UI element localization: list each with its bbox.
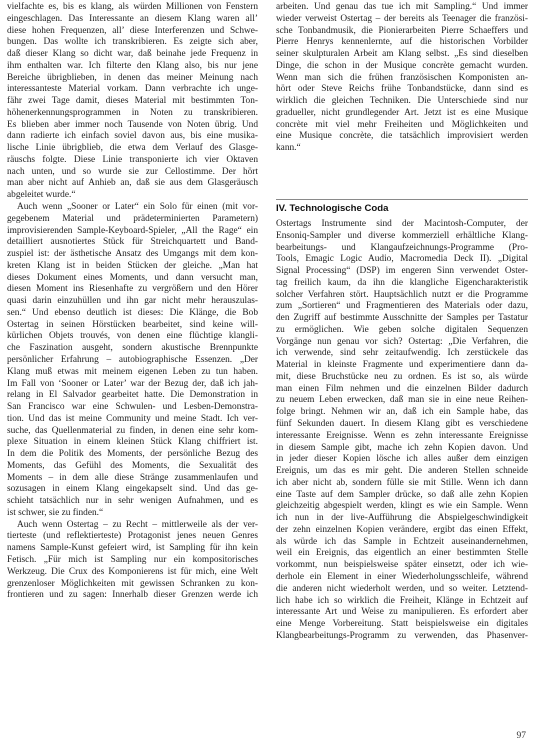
text-line: gegebenem Material und prädeterminierten Parametern) [7,213,258,224]
text-line: bungen. Das wollte ich transkribieren. Es zeigte sich aber, [7,37,258,48]
page-number: 97 [516,731,526,741]
text-line: In dem die Politik des Moments, der persönliche Bezug des [7,449,258,460]
text-line: suche, das Quellenmaterial zu finden, in denen eine sehr kom- [7,425,258,436]
text-line: eingeschlagen. Das Interessante an diesem Klang waren all’ [7,13,258,24]
text-line: Ereignis, um das es mir geht. Die anderen Stellen schneide [276,466,528,477]
text-line: ist schwer, sie zu finden.“ [7,507,104,518]
text-line: in diesem Sample gibt, mache ich zehn Kopien davon. Und [276,442,528,453]
section-heading: IV. Technologische Coda [276,203,389,214]
text-line: höhenerkennungsprogrammen in Noten zu transkribieren. [7,107,258,118]
text-line: interessante Art und Weise zu manipulieren. Es erfordert aber [276,607,528,618]
text-line: seiner skulpturalen Arbeit am Klang selbst. „Es sind dieselben [276,49,528,60]
text-line: kürlichen Objets trouvés, von denen eine flüchtige klangli- [7,331,258,342]
text-line: abgeleitet wurde.“ [7,190,76,201]
text-line: plexe Situation in einem kleinen Stück Klang chiffriert ist. [7,437,258,448]
text-line: detailliert ausnotiertes Stück für Streichquartett und Band- [7,237,258,248]
text-line: tag freilich kaum, da ihn die klangliche Eigencharakteristik [276,277,528,288]
text-line: gleichzeitig abgespielt werden, klingt es wie ein Sample. Wenn [276,501,528,512]
right-text-column-top [276,2,528,155]
text-line: derhole ein Element in einer Wiederholungsschleife, während [276,571,528,582]
text-line: Werkzeug. Die Crux des Komponierens ist für mich, eine Welt [7,566,258,577]
text-line: ihm enthalten war. Ich filterte den Klang also, bis nur jene [7,60,258,71]
right-text-column-bottom [276,219,528,643]
text-line: persönlicher Erfahrung – autobiographische Essenzen. „Der [7,354,258,365]
text-line: namens Sample-Kunst gefeiert wird, ist Sampling für ihn kein [7,543,258,554]
text-line: Moments – in dem alle diese Stränge zusammenlaufen und [7,472,258,483]
text-line: interessante Ereignisse. Wenn es zehn interessante Ereignisse [276,430,528,441]
text-line: Tools, Emagic Logic Audio, Macromedia Deck II). „Digital [276,254,528,265]
text-line: räuschs folgte. Diese Linie transponierte ich vier Oktaven [7,154,258,165]
text-line: diese hohen Frequenzen, all’ diese Interferenzen und Schwe- [7,25,258,36]
text-line: improvisierenden Sample-Keyboard-Spieler, „All the Rage“ ein [7,225,258,236]
text-line: ich aber nicht ab, sondern fülle sie mit Stille. Wenn ich dann [276,477,528,488]
text-line: Ostertags Instrumente sind der Macintosh-Computer, der [276,219,528,229]
text-line: nach unten, und so wurde sie zur Cellostimme. Der hört [7,166,258,177]
text-line: mit, diese Bruchstücke neu zu ordnen. Es ist so, als würde [276,371,528,382]
text-line: Signal Processing“ (DSP) im engeren Sinn verwendet Oster- [276,266,528,277]
text-line: quasi darin einzuhüllen und ihn gar nicht mehr herauszulas- [7,296,258,307]
text-line: Bereiche übrigblieben, in denen das meiner Meinung nach [7,72,258,83]
text-line: man aber nicht auf Anhieb an, daß sie aus dem Glasgeräusch [7,178,258,189]
text-line: Im Fall von ‘Sooner or Later’ war der Bezug der, daß ich jah- [7,378,258,389]
text-line: sche Tonbandmusik, die Pionierarbeiten Pierre Schaeffers und [276,25,528,36]
text-line: interessanteste Material vorkam. Dann verbrachte ich unge- [7,84,258,95]
text-line: wieder verweist Ostertag – der bereits als Teenager die französi- [276,13,528,24]
text-line: Klang muß etwas mit meinem eigenen Leben zu tun haben. [7,366,258,377]
text-line: Klangbearbeitungs-Programm zu verwenden, das Phasenver- [276,630,528,641]
text-line: daß dieser Klang so dicht war, daß beinahe jede Frequenz in [7,49,258,60]
text-line: eine Menge Vorbereitung. Statt beispielsweise ein digitales [276,619,528,630]
text-line: zuspiel ist: der ästhetische Ansatz des Umgangs mit dem kon- [7,249,258,260]
text-line: eine Taste auf dem Sampler drücke, so daß alle zehn Kopien [276,489,528,500]
text-line: grenzenloser Möglichkeiten mit gewissen Schranken zu kon- [7,578,258,589]
text-line: Material in kleinste Fragmente und experimentiere dann da- [276,360,528,371]
text-line: solcher Verfahren stört. Hauptsächlich nutzt er die Programme [276,289,528,300]
text-line: in jeder dieser Kopien lösche ich alles außer dem einzigen [276,454,528,465]
text-line: fähr zwei Tage damit, dieses Material mit bestimmten Ton- [7,96,258,107]
text-line: Ensoniq-Sampler und diverse kommerziell erhältliche Klang- [276,230,528,241]
text-line: weil ein Ereignis, das eigentlich an einer bestimmten Stelle [276,548,528,559]
text-line: ich nun in der live-Aufführung die Abspielgeschwindigkeit [276,513,528,524]
text-line: concrète mit viel mehr Freiheiten und Möglichkeiten und [276,119,528,130]
text-line: lische Linie übrigblieb, die etwa dem Verlauf des Glasge- [7,143,258,154]
text-line: Wenn man sich die frühen französischen Komponisten an- [276,72,528,83]
text-line: dieses Dokument eines Moments, und dann versucht man, [7,272,258,283]
text-line: sen.“ Und ebenso deutlich ist dieses: Die Klänge, die Bob [7,307,258,318]
text-line: man einen Film nehmen und die einzelnen Bilder dadurch [276,383,528,394]
text-line: frontieren und zu sagen: Innerhalb dieser Grenzen werde ich [7,590,258,601]
text-line: Vorgänge nun genau vor sich? Ostertag: „Die Verfahren, die [276,336,528,347]
text-line: vorkommt, nun beispielsweise später einsetzt, oder ich wie- [276,560,528,571]
text-line: Ostertag in seinen Hörstücken bearbeitet, sind keine will- [7,319,258,330]
text-line: fünf Sekunden dauert. In diesem Klang gibt es verschiedene [276,419,528,430]
text-line: vielfachte es, bis es klang, als würden Millionen von Fenstern [7,2,258,12]
text-line: folge bringt. Nehmen wir an, daß ich ein Sample habe, das [276,407,528,418]
text-line: diesen Moment ins Riesenhafte zu vergrößern und den Hörer [7,284,258,295]
text-line: kreten Klang ist in beiden Stücken der gleiche. „Man hat [7,260,258,271]
text-line: Moments, das Gefühl des Moments, die Sexualität des [7,460,258,471]
text-line: kann.“ [276,143,301,154]
text-line: relang in El Salvador gearbeitet hatte. Die Demonstration in [7,390,258,401]
text-line: Auch wenn Ostertag – zu Recht – mittlerweile als der ver- [17,519,258,530]
text-line: Pierre Henrys kennenlernte, auf die historischen Vorbilder [276,37,528,48]
text-line: zu ermöglichen. Wie geben solche digitalen Sequenzen [276,324,528,335]
section-divider [276,199,528,200]
text-line: den Zugriff auf bestimmte Ausschnitte der Samples per Tastatur [276,313,528,324]
text-line: che Faszination ausgeht, sondern akustische Brennpunkte [7,343,258,354]
left-text-column [7,2,258,602]
text-line: bearbeitungs- und Klangaufzeichnungs-Programme (Pro- [276,242,528,253]
text-line: dann radierte ich einfach soviel davon aus, bis eine musika- [7,131,258,142]
text-line: Fetisch. „Für mich ist Sampling nur ein kompositorisches [7,554,258,565]
text-line: Dinge, die schon in der Musique concrète gemacht wurden. [276,60,528,71]
text-line: zu neuem Leben erwecken, daß man sie in eine neue Reihen- [276,395,528,406]
text-line: schieht tatsächlich nur in sehr wenigen Aufnahmen, und es [7,496,258,507]
text-line: arbeiten. Und genau das tue ich mit Sampling.“ Und immer [276,2,528,12]
text-line: die anderen nicht wiederholt werden, und so weiter. Letztend- [276,583,528,594]
text-line: Es blieben aber immer noch Tausende von Noten übrig. Und [7,119,258,130]
text-line: der zehn einzelnen Kopien verändere, ergibt das einen Effekt, [276,524,528,535]
text-line: gradueller, nicht grundlegender Art. Jetzt ist es eine Musique [276,107,528,118]
text-line: zum „Sortieren“ und Fragmentieren des Materials oder dazu, [276,301,528,312]
text-line: eine Musique concrète, die tatsächlich improvisiert werden [276,131,528,142]
text-line: San Francisco war eine Schwulen- und Lesben-Demonstra- [7,402,258,413]
text-line: als würde ich das Sample in Echtzeit auseinandernehmen, [276,536,528,547]
text-line: ich verwende, sind sehr zeitaufwendig. Ich zerstückele das [276,348,528,359]
text-line: lich habe ich so wirklich die Freiheit, Klänge in Echtzeit auf [276,595,528,606]
text-line: wirklich die gleichen Techniken. Die Unterschiede sind nur [276,96,528,107]
text-line: tion. Und das ist meine Community und meine Stadt. Ich ver- [7,413,258,424]
text-line: hört oder Steve Reichs frühe Tonbandstücke, dann sind es [276,84,528,95]
text-line: tierteste (und reflektierteste) Protagonist jenes neuen Genres [7,531,258,542]
text-line: Auch wenn „Sooner or Later“ ein Solo für einen (mit vor- [17,202,258,213]
text-line: sozusagen in einem Klang eingekapselt sind. Und das ge- [7,484,258,495]
